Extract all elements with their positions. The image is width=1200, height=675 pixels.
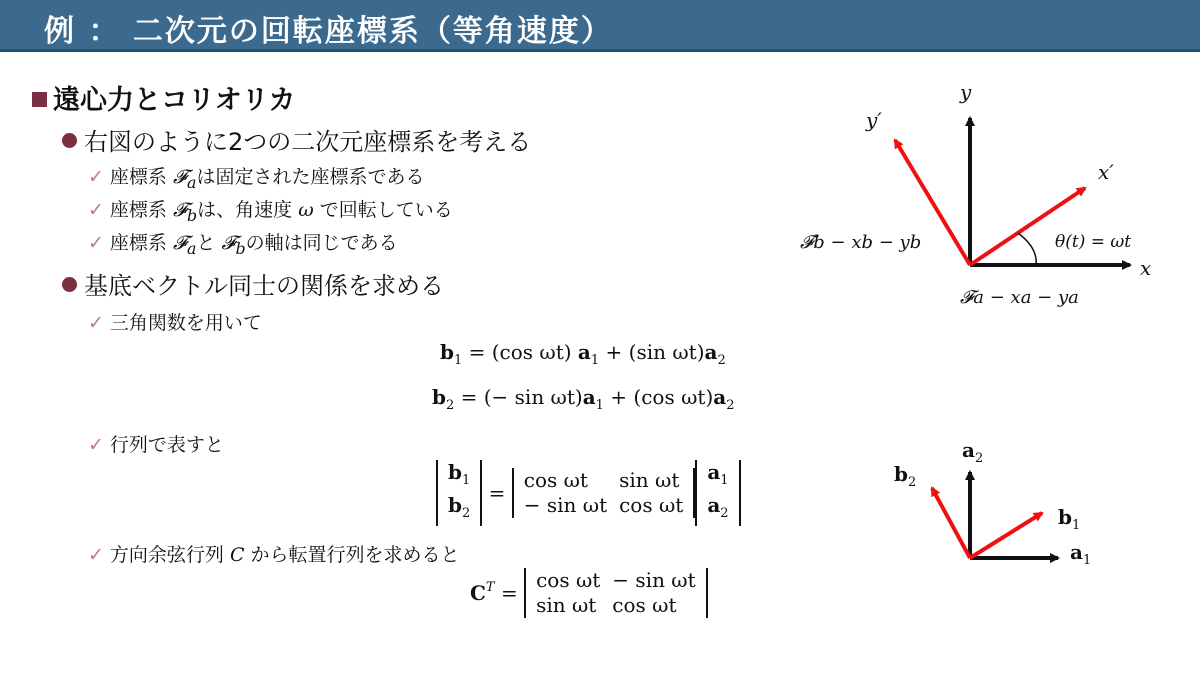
frame-symbol: 𝓕 [172,232,187,254]
subscript: 1 [1082,553,1092,568]
equals-sign: = [494,581,525,605]
b2-vector [932,488,970,558]
matrix-cell: sin ωt [536,593,597,617]
vector-symbol: a [707,493,721,517]
subscript: 1 [453,353,463,368]
equation-b1 [440,340,726,368]
label-text: 𝓕b − xb − yb [800,232,922,253]
matrix-cell: cos ωt [612,593,677,617]
subscript: 2 [907,475,917,490]
subscript: 2 [726,398,735,413]
a2-label [962,438,983,466]
frame-subscript: b [187,205,198,225]
angle-arc [1018,233,1036,265]
vector-symbol: a [704,340,718,364]
sub-text: 座標系 [109,166,173,188]
subscript: 2 [974,451,984,466]
check-icon: ✓ [88,312,104,334]
subscript: 1 [590,353,600,368]
theta-label [1055,232,1131,252]
sub-text: 座標系 [109,199,173,221]
subscript: 1 [1071,518,1081,533]
matrix-symbol: C [229,544,245,566]
sub-item [88,308,262,335]
subscript: 1 [461,473,471,488]
transpose-matrix [524,568,708,618]
sub-text: 方向余弦行列 [109,544,230,566]
sub-text: 三角関数を用いて [109,312,262,334]
slide-title: 例 ： 二次元の回転座標系（等角速度） [44,14,613,49]
label-text: x′ [1098,160,1114,184]
title-bar [0,0,1200,52]
vector-symbol: b [448,493,462,517]
subscript: 1 [595,398,604,413]
heading-text: 遠心力とコリオリカ [53,85,296,116]
subscript: 2 [461,506,471,521]
label-text: 𝓕a − xa − ya [960,287,1079,308]
omega-symbol: ω [298,199,314,221]
expr: = (− sin ωt) [454,385,583,409]
matrix-cell: − sin ωt [612,568,696,592]
matrix-cell: cos ωt [523,468,588,492]
matrix-cell: cos ωt [619,493,684,517]
sub-item [88,430,224,457]
bullet-item [62,266,444,301]
bullet-text: 右図のように2つの二次元座標系を考える [84,128,532,156]
subscript: 2 [717,353,726,368]
frame-symbol: 𝓕 [172,199,187,221]
label-text: a [1070,540,1083,564]
subscript: 1 [720,473,729,488]
frame-b-label [800,232,921,253]
lhs-vector [436,460,482,526]
frame-subscript: b [235,238,246,258]
frame-symbol: 𝓕 [172,166,187,188]
frame-symbol: 𝓕 [221,232,236,254]
expr: + (sin ωt) [599,340,705,364]
equals-sign: = [482,481,512,505]
matrix-symbol: C [470,581,486,605]
square-bullet-icon [32,92,47,107]
round-bullet-icon [62,277,77,292]
sub-text: の軸は同じである [245,232,398,254]
frame-subscript: a [187,238,197,258]
sub-text: で回転している [313,199,453,221]
vector-symbol: a [577,340,591,364]
round-bullet-icon [62,133,77,148]
sub-text: から転置行列を求めると [244,544,460,566]
a1-label [1070,540,1091,568]
label-text: x [1140,256,1152,280]
sub-text: 座標系 [109,232,173,254]
check-icon: ✓ [88,434,104,456]
label-text: a [962,438,975,462]
vector-symbol: b [448,460,462,484]
sub-text: は固定された座標系である [196,166,425,188]
expr: + (cos ωt) [603,385,714,409]
label-text: y′ [866,108,882,132]
expr: = (cos ωt) [462,340,578,364]
sub-item [88,228,398,258]
label-text: y [960,80,972,104]
subscript: 2 [445,398,455,413]
x-label [1140,256,1151,280]
frame-diagram [780,70,1200,320]
x-prime-axis [970,188,1085,265]
b1-label [1058,505,1080,533]
y-label [960,80,971,104]
vector-symbol: b [440,340,454,364]
bullet-text: 基底ベクトル同士の関係を求める [84,272,444,300]
b1-vector [970,513,1042,558]
subscript: 2 [720,506,729,521]
check-icon: ✓ [88,199,104,221]
bullet-item [62,122,531,157]
matrix-cell: cos ωt [536,568,601,592]
matrix-cell: sin ωt [619,468,680,492]
b2-label [894,462,916,490]
sub-text: は、角速度 [197,199,299,221]
vector-symbol: a [713,385,727,409]
label-text: b [894,462,908,486]
vector-symbol: a [707,460,721,484]
frame-subscript: a [187,172,197,192]
sub-item [88,195,453,225]
check-icon: ✓ [88,544,104,566]
sub-item [88,162,424,192]
label-text: θ(t) = ωt [1055,232,1132,252]
y-prime-label [866,108,882,132]
matrix-cell: − sin ωt [523,493,608,517]
rhs-vector [695,460,740,526]
sub-item [88,540,460,567]
check-icon: ✓ [88,232,104,254]
sub-text: 行列で表すと [109,434,224,456]
superscript: T [485,579,495,595]
sub-text: と [196,232,222,254]
matrix-equation [436,460,741,526]
vector-symbol: b [432,385,446,409]
label-text: b [1058,505,1072,529]
frame-a-label [960,287,1079,308]
check-icon: ✓ [88,166,104,188]
transpose-equation [470,568,708,618]
vector-symbol: a [582,385,596,409]
rotation-matrix [512,468,696,518]
section-heading [32,78,295,117]
equation-b2 [432,385,735,413]
x-prime-label [1098,160,1114,184]
